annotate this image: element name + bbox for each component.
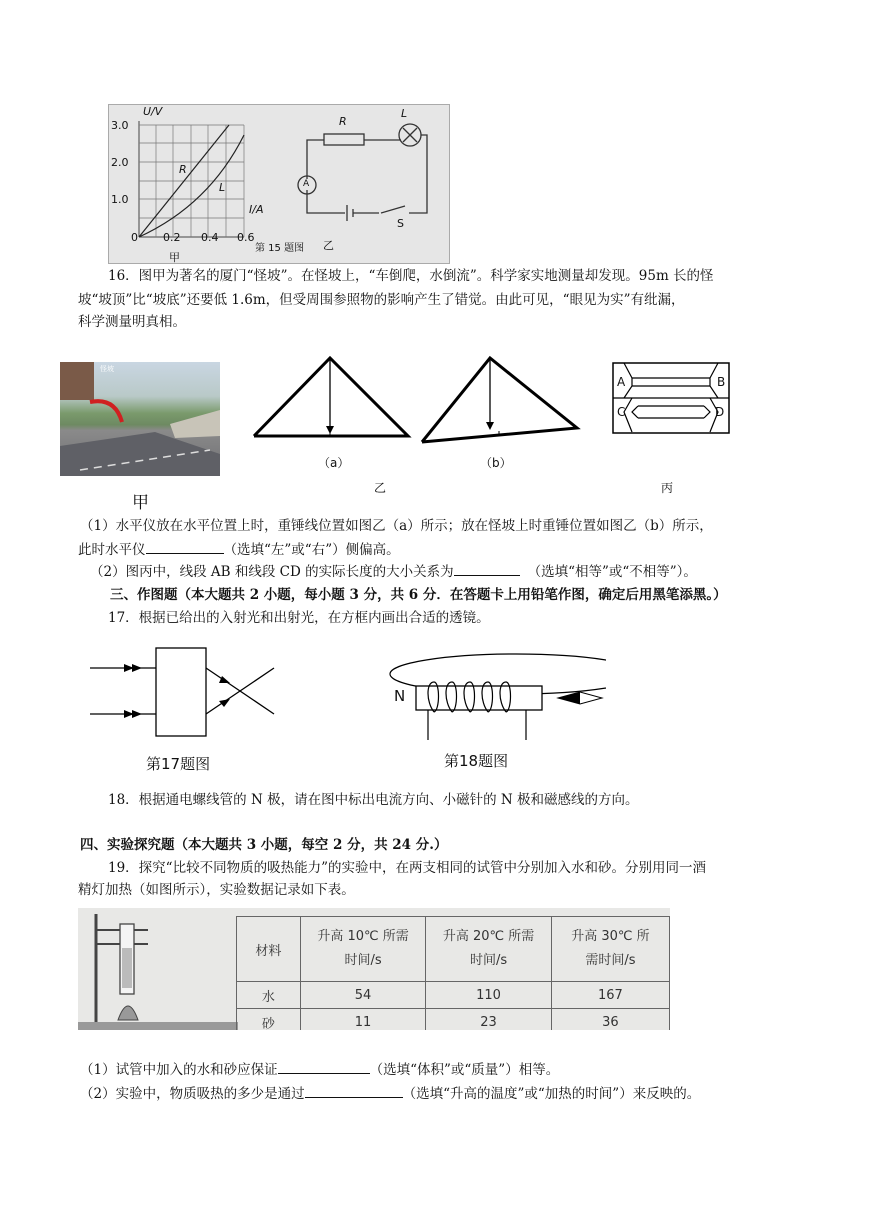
circuit-a-label: A [303, 179, 310, 189]
fig15-caption-jia: 甲 [169, 251, 180, 264]
fig18-caption: 第18题图 [444, 752, 509, 770]
illusion-box [612, 362, 732, 436]
table-cell: 36 [551, 1009, 669, 1031]
label-yi: 乙 [374, 481, 387, 495]
fig15-x-axis: I/A [249, 203, 264, 216]
fig15-x-tick: 0.2 [163, 231, 181, 244]
fig15-image [108, 104, 450, 264]
table-header: 升高 10℃ 所需时间/s [300, 917, 426, 982]
fig18-solenoid-diagram [386, 652, 606, 742]
q19-sub1-blank[interactable] [278, 1059, 370, 1074]
box-label-a: A [617, 375, 626, 389]
table-row [237, 1009, 670, 1031]
q19-text-line1: 19．探究“比较不同物质的吸热能力”的实验中，在两支相同的试管中分别加入水和砂。分别用同一酒 [108, 860, 706, 876]
level-triangles [250, 352, 585, 444]
q16-sub2-blank[interactable] [454, 561, 520, 576]
box-label-c: C [617, 405, 626, 419]
slope-photo-sign: 怪坡 [100, 365, 114, 373]
fig15-y-tick: 1.0 [111, 193, 129, 206]
q16-sub1-line2 [78, 539, 400, 561]
q17-text: 17．根据已给出的入射光和出射光，在方框内画出合适的透镜。 [108, 610, 490, 626]
table-header: 升高 30℃ 所需时间/s [551, 917, 669, 982]
q19-sub2-text-b: （选填“升高的温度”或“加热的时间”）来反映的。 [402, 1086, 701, 1102]
box-label-b: B [717, 375, 726, 389]
table-cell: 水 [237, 982, 301, 1009]
section4-heading: 四、实验探究题（本大题共 3 小题，每空 2 分，共 24 分.） [80, 837, 448, 853]
q16-text-line3: 科学测量明真相。 [78, 314, 186, 330]
q18-text: 18．根据通电螺线管的 N 极，请在图中标出电流方向、小磁针的 N 极和磁感线的方向。 [108, 792, 639, 808]
q19-sub1-text-a: （1）试管中加入的水和砂应保证 [80, 1062, 278, 1078]
fig15-x-tick: 0.4 [201, 231, 219, 244]
q16-sub1-text-b: （选填“左”或“右”）侧偏高。 [223, 542, 400, 558]
q19-sub2-line [80, 1083, 700, 1105]
slope-photo-drawing [60, 362, 220, 476]
fig15-line-l-label: L [219, 181, 226, 194]
section3-heading: 三、作图题（本大题共 2 小题，每小题 3 分，共 6 分．在答题卡上用铅笔作图，确定后用黑笔添黑。） [110, 587, 727, 603]
q19-text-line2: 精灯加热（如图所示），实验数据记录如下表。 [78, 882, 355, 898]
fig15-caption-yi: 乙 [323, 239, 334, 252]
label-bing: 丙 [661, 481, 674, 495]
fig15-y-tick: 2.0 [111, 156, 129, 169]
label-jia: 甲 [132, 493, 149, 513]
q16-sub1-line1: （1）水平仪放在水平位置上时，重锤线位置如图乙（a）所示；放在怪坡上时重锤位置如图乙（b）所示， [80, 518, 713, 534]
q16-text-line2: 坡“坡顶”比“坡底”还要低 1.6m，但受周围参照物的影响产生了错觉。由此可见，“眼见为实”有纰漏， [78, 292, 685, 308]
table-cell: 砂 [237, 1009, 301, 1031]
experiment-photo [78, 908, 670, 1030]
q16-sub2-line [90, 561, 697, 583]
slope-photo [60, 362, 220, 476]
fig17-caption: 第17题图 [146, 755, 211, 773]
box-label-d: D [715, 405, 725, 419]
table-cell: 167 [551, 982, 669, 1009]
circuit-s-label: S [397, 217, 404, 230]
fig15-y-tick: 3.0 [111, 119, 129, 132]
table-header: 材料 [237, 917, 301, 982]
q19-sub2-blank[interactable] [305, 1083, 403, 1098]
table-cell: 11 [300, 1009, 426, 1031]
label-b: （b） [480, 456, 512, 470]
data-table [236, 916, 670, 1030]
circuit-l-label: L [401, 107, 408, 120]
line-l [139, 135, 244, 237]
label-a: （a） [318, 456, 350, 470]
q16-sub2-text-b: （选填“相等”或“不相等”）。 [527, 564, 697, 580]
fig15-y-axis: U/V [143, 105, 163, 118]
table-cell: 110 [426, 982, 552, 1009]
apparatus-drawing [78, 908, 238, 1030]
q19-sub2-text-a: （2）实验中，物质吸热的多少是通过 [80, 1086, 305, 1102]
table-header-row [237, 917, 670, 982]
table-row [237, 982, 670, 1009]
q16-text-line1: 16．图甲为著名的厦门“怪坡”。在怪坡上，“车倒爬，水倒流”。科学家实地测量却发现。95m 长的怪 [108, 268, 714, 284]
q19-sub1-text-b: （选填“体积”或“质量”）相等。 [369, 1062, 560, 1078]
q16-sub2-text-a: （2）图丙中，线段 AB 和线段 CD 的实际长度的大小关系为 [90, 564, 454, 580]
q16-sub1-text-a: 此时水平仪 [78, 542, 146, 558]
solenoid-n-label: N [394, 687, 406, 705]
fig15-caption-note: 第 15 题图 [255, 243, 305, 254]
q16-sub1-blank[interactable] [146, 539, 224, 554]
table-cell: 23 [426, 1009, 552, 1031]
table-cell: 54 [300, 982, 426, 1009]
circuit-r-label: R [339, 115, 347, 128]
table-header: 升高 20℃ 所需时间/s [426, 917, 552, 982]
q19-sub1-line [80, 1059, 559, 1081]
fig15-x-tick: 0 [131, 231, 138, 244]
fig15-line-r-label: R [179, 163, 187, 176]
fig17-lens-diagram [88, 646, 278, 742]
fig15-x-tick: 0.6 [237, 231, 255, 244]
